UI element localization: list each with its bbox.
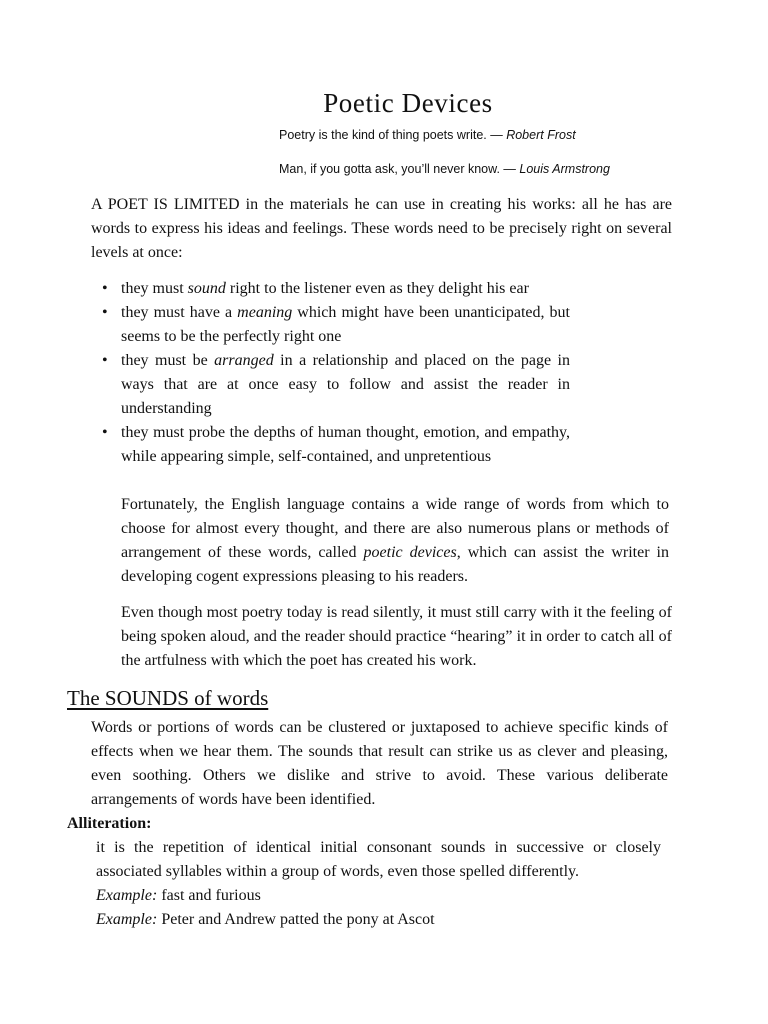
- bullet-icon: •: [102, 304, 108, 321]
- list-item: • they must sound right to the listener even as they delight his ear: [100, 277, 570, 301]
- section-heading: The SOUNDS of words: [67, 686, 269, 710]
- epigraph-1: [279, 128, 576, 142]
- epigraph-author: Robert Frost: [506, 128, 576, 142]
- bullet-icon: •: [102, 280, 108, 297]
- epigraph-author: Louis Armstrong: [519, 162, 610, 176]
- epigraph-2: [279, 162, 610, 176]
- term-definition: it is the repetition of identical initial consonant sounds in successive or closely associated syllables within a group of words, even those spelled differently.: [96, 839, 661, 880]
- emphasis: poetic devices: [363, 544, 457, 561]
- example-line: [96, 884, 261, 908]
- emphasis: sound: [187, 280, 226, 297]
- requirements-list: [100, 277, 570, 469]
- example-text: Peter and Andrew patted the pony at Ascot: [157, 911, 435, 928]
- emphasis: arranged: [214, 352, 274, 369]
- term-heading: Alliteration:: [67, 815, 152, 832]
- epigraph-quote: Poetry is the kind of thing poets write. —: [279, 128, 507, 142]
- paragraph-spoken-aloud: Even though most poetry today is read silently, it must still carry with it the feeling of being spoken aloud, and the reader should practice “hearing” it in order to catch all of the artfulness with which the poet has created his work.: [121, 604, 672, 669]
- paragraph-fortunately: Fortunately, the English language contains a wide range of words from which to choose for almost every thought, and there are also numerous plans or methods of arrangement of these words, called poetic devices, which can assist the writer in developing cogent expressions pleasing to his readers.: [121, 496, 669, 585]
- list-item: • they must have a meaning which might have been unanticipated, but seems to be the perfectly right one: [100, 301, 570, 349]
- list-item: • they must probe the depths of human thought, emotion, and empathy, while appearing simple, self-contained, and unpretentious: [100, 421, 570, 469]
- bullet-icon: •: [102, 352, 108, 369]
- example-label: Example:: [96, 887, 158, 904]
- epigraph-quote: Man, if you gotta ask, you’ll never know. —: [279, 162, 520, 176]
- example-line: [96, 908, 435, 932]
- bullet-icon: •: [102, 424, 108, 441]
- example-text: fast and furious: [157, 887, 261, 904]
- document-title: Poetic Devices: [323, 88, 493, 118]
- emphasis: meaning: [237, 304, 293, 321]
- example-label: Example:: [96, 911, 158, 928]
- section-intro-paragraph: Words or portions of words can be clustered or juxtaposed to achieve specific kinds of effects when we hear them. The sounds that result can strike us as clever and pleasing, even soothing. Others we dislike and strive to avoid. These various deliberate arrangements of words have been identified.: [91, 719, 668, 808]
- intro-paragraph: A POET IS LIMITED in the materials he can use in creating his works: all he has are words to express his ideas and feelings. These words need to be precisely right on several levels at once:: [91, 196, 672, 261]
- list-item: • they must be arranged in a relationship and placed on the page in ways that are at once easy to follow and assist the reader in understanding: [100, 349, 570, 421]
